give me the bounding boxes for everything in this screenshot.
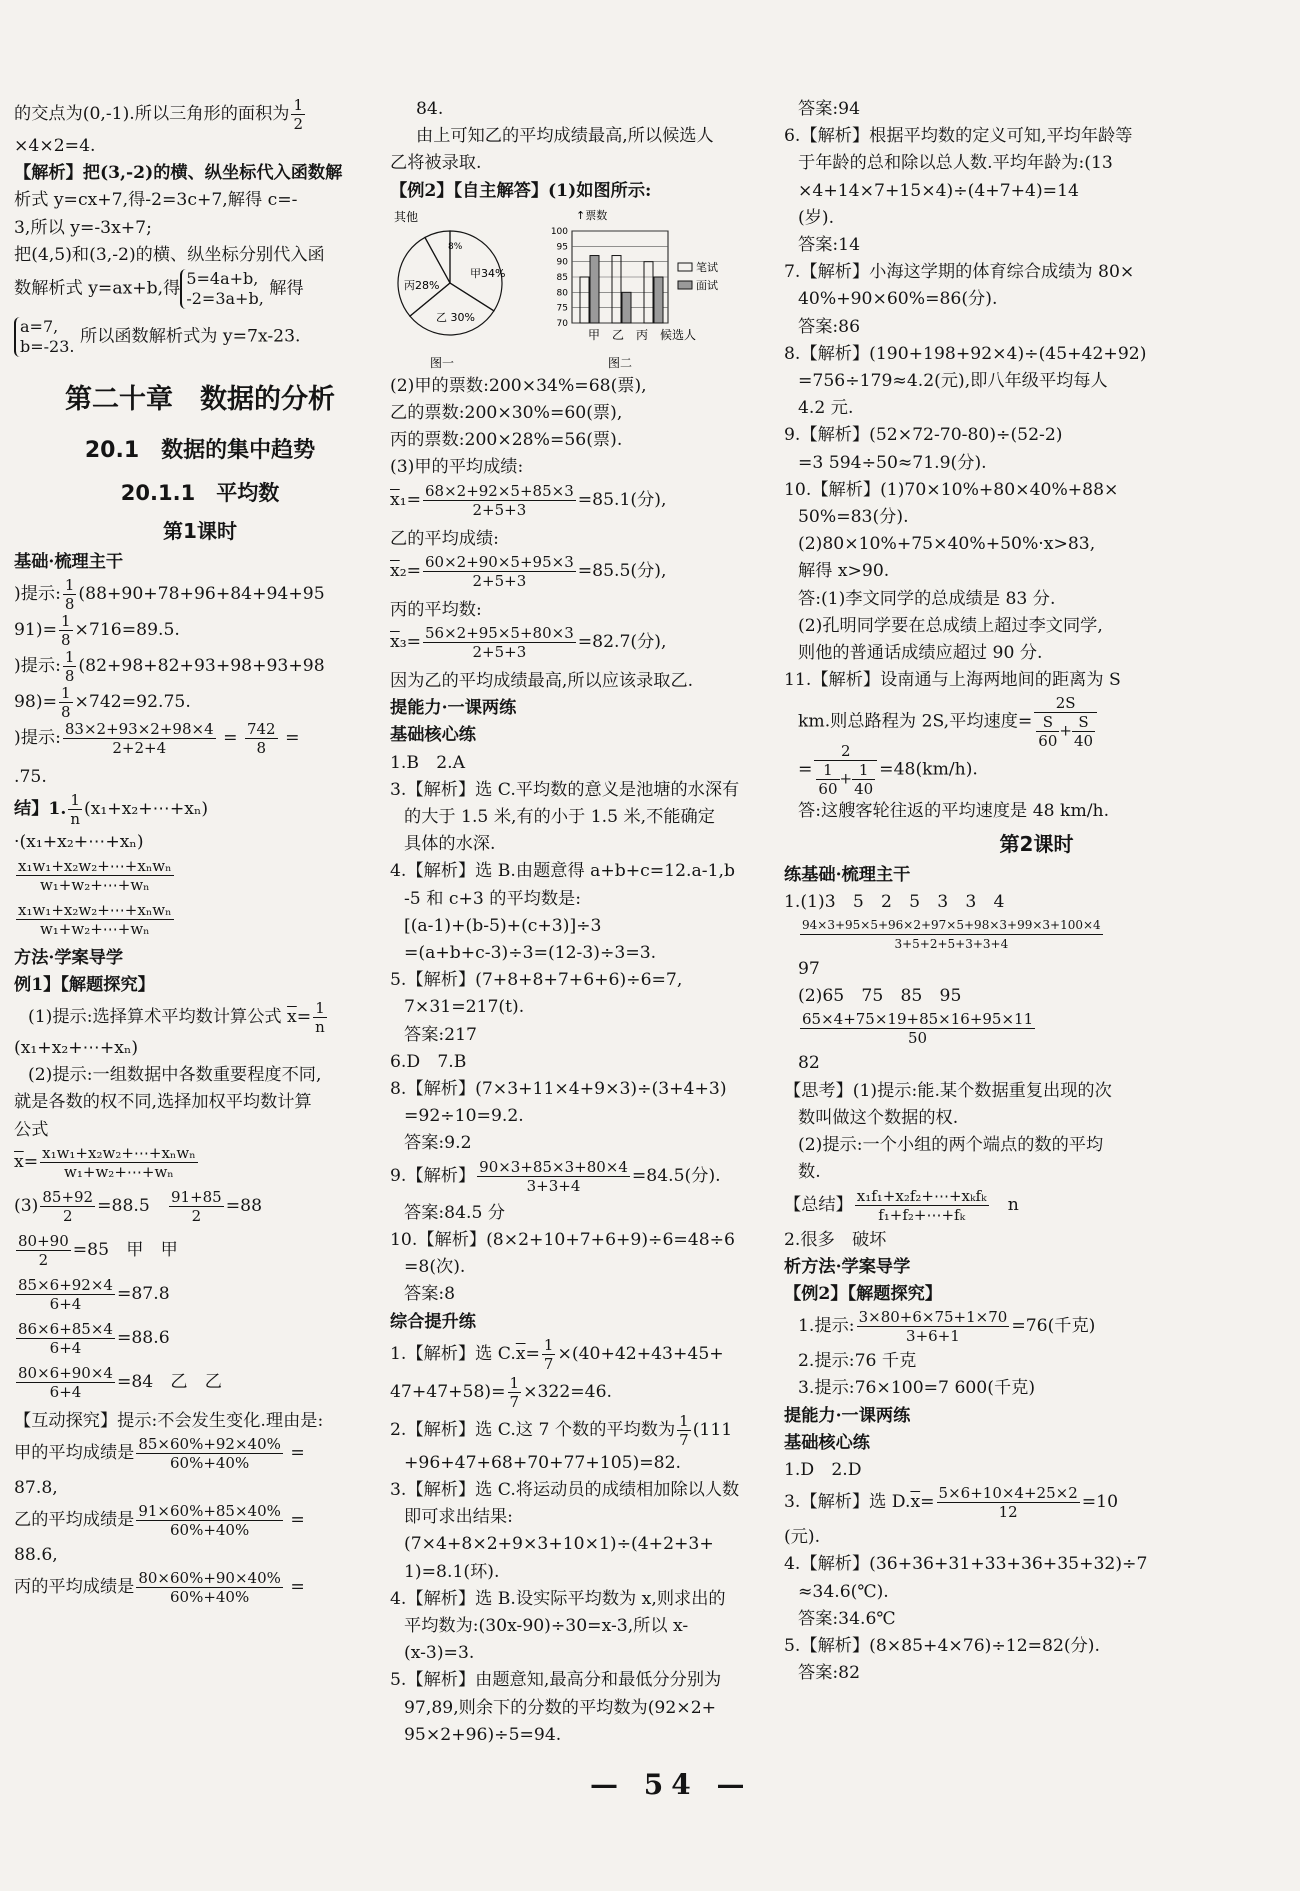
- text-line: 3.【解析】选 C.将运动员的成绩相加除以人数: [390, 1479, 740, 1500]
- page-number: — 54 —: [590, 1768, 753, 1801]
- text-line: 丙的平均成绩是 $\frac{80\times 60\%+90\times 40\%}{60\%+40\%}$ =: [14, 1569, 305, 1607]
- text-line: 7.【解析】小海这学期的体育综合成绩为 80×: [784, 262, 1135, 283]
- text-line: a=7, b=-23. 所以函数解析式为 y=7x-23.: [14, 317, 386, 365]
- text-line: 就是各数的权不同,选择加权平均数计算: [14, 1092, 312, 1113]
- block-heading: 练基础·梳理主干: [784, 864, 911, 885]
- text-line: 47+47+58)= $\frac{1}{7}$ ×322=46.: [390, 1373, 613, 1411]
- fraction: $\frac{1}{2}$: [293, 96, 304, 133]
- text-line: +96+47+68+70+77+105)=82.: [404, 1452, 682, 1473]
- text-line: 把(4,5)和(3,-2)的横、纵坐标分别代入函: [14, 244, 325, 265]
- block-heading: 基础核心练: [784, 1432, 870, 1453]
- bar: [612, 255, 621, 322]
- pie-label-other: 其他: [394, 209, 419, 224]
- text-line: )提示: $\frac{83\times 2+93\times 2+98\times 4}{2+2+4}$ = $\frac{742}{8}$ =: [14, 720, 300, 758]
- text-line: 结】1. $\frac{1}{n}$ (x₁+x₂+⋯+xₙ): [14, 791, 209, 829]
- text-line: =92÷10=9.2.: [404, 1106, 524, 1127]
- equation-system: a=7, b=-23.: [14, 317, 75, 357]
- bar-chart: [528, 205, 768, 373]
- text-line: 50%=83(分).: [798, 507, 909, 528]
- legend-swatch-interview: [678, 281, 692, 289]
- text-line: 97,89,则余下的分数的平均数为(92×2+: [404, 1697, 717, 1718]
- text-line: ≈34.6(℃).: [798, 1581, 889, 1602]
- text-line: 答:这艘客轮往返的平均速度是 48 km/h.: [798, 801, 1110, 822]
- text-line: $\frac{80\times 6+90\times 4}{6+4}$ =84 乙 乙: [18, 1363, 222, 1401]
- text-line: )提示: $\frac{1}{8}$ (88+90+78+96+84+94+95: [14, 576, 325, 614]
- text-line: 答:(1)李文同学的总成绩是 83 分.: [798, 588, 1056, 609]
- text-line: =756÷179≈4.2(元),即八年级平均每人: [798, 371, 1108, 392]
- figure-caption-2: 图二: [608, 355, 633, 370]
- text-line: $\overline{x}_3=$ $\frac{56\times 2+95\times 5+80\times 3}{2+5+3}$ =82.7(分),: [390, 624, 667, 662]
- text-line: 答案:84.5 分: [404, 1202, 506, 1223]
- text-line: 因为乙的平均成绩最高,所以应该录取乙.: [390, 671, 694, 692]
- block-heading: 例1】【解题探究】: [14, 974, 155, 995]
- text-line: 1.提示: $\frac{3\times 80+6\times 75+1\times 70}{3+6+1}$ =76(千克): [798, 1308, 1096, 1346]
- text-line: 88.6,: [14, 1545, 58, 1566]
- text-line: (2)孔明同学要在总成绩上超过李文同学,: [798, 615, 1103, 636]
- text-line: 9.【解析】 $\frac{90\times 3+85\times 3+80\times 4}{3+3+4}$ =84.5(分).: [390, 1157, 721, 1195]
- text-line: $\overline{x}_1=$ $\frac{68\times 2+92\times 5+85\times 3}{2+5+3}$ =85.1(分),: [390, 481, 667, 519]
- block-heading: 方法·学案导学: [14, 947, 124, 968]
- text-line: 4.【解析】选 B.设实际平均数为 x,则求出的: [390, 1588, 726, 1609]
- text-line: $\frac{94\times 3+95\times 5+96\times 2+97\times 5+98\times 3+99\times 3+100\times 4}{3+5+2+5+3+3+4}$: [802, 918, 1101, 952]
- text-line: 84.: [416, 99, 444, 119]
- text-line: 甲的平均成绩是 $\frac{85\times 60\%+92\times 40\%}{60\%+40\%}$ =: [14, 1435, 305, 1473]
- text-line: 1.B 2.A: [390, 752, 466, 773]
- lesson-title: 第2课时: [999, 831, 1074, 856]
- block-heading: 【例2】【解题探究】: [784, 1283, 943, 1304]
- text-line: 11.【解析】设南通与上海两地间的距离为 S: [784, 670, 1121, 691]
- x-axis-labels: 甲 乙 丙 候选人: [588, 327, 697, 342]
- text-line: (3)甲的平均成绩:: [390, 457, 524, 478]
- text-line: 于年龄的总和除以总人数.平均年龄为:(13: [798, 153, 1113, 174]
- text-line: 【互动探究】提示:不会发生变化.理由是:: [14, 1410, 324, 1431]
- legend-swatch-written: [678, 263, 692, 271]
- text-line: $\frac{85\times 6+92\times 4}{6+4}$ =87.8: [18, 1275, 170, 1313]
- text-line: 答案:9.2: [404, 1133, 472, 1154]
- text-line: -5 和 c+3 的平均数是:: [404, 888, 582, 909]
- text-line: 数.: [798, 1162, 821, 1183]
- column-left: [14, 96, 386, 1609]
- text-line: 91)= $\frac{1}{8}$ ×716=89.5.: [14, 612, 180, 650]
- column-middle: [390, 96, 770, 1749]
- text-line: (2)提示:一组数据中各数重要程度不同,: [28, 1065, 322, 1086]
- text-line: 丙的票数:200×28%=56(票).: [390, 430, 623, 451]
- text-line: 6.D 7.B: [390, 1051, 467, 1072]
- text-line: 数解析式 y=ax+b,得 5=4a+b, -2=3a+b, 解得: [14, 269, 304, 309]
- text-line: 10.【解析】(8×2+10+7+6+9)÷6=48÷6: [390, 1229, 735, 1250]
- text-line: 4.【解析】(36+36+31+33+36+35+32)÷7: [784, 1554, 1148, 1575]
- text-line: $\frac{\text{x₁w₁+x₂w₂+⋯+xₙwₙ}}{\text{w₁+w₂+⋯+wₙ}}$: [18, 900, 172, 938]
- text-line: =8(次).: [404, 1257, 466, 1278]
- text-line: 3.【解析】选 C.平均数的意义是池塘的水深有: [390, 779, 740, 800]
- pie-slice: [425, 231, 450, 283]
- text-line: [(a-1)+(b-5)+(c+3)]÷3: [404, 915, 602, 936]
- block-heading: 综合提升练: [390, 1311, 476, 1332]
- text-line: $\frac{86\times 6+85\times 4}{6+4}$ =88.6: [18, 1319, 170, 1357]
- text-line: 丙的平均数:: [390, 599, 482, 620]
- section-title: 20.1 数据的集中趋势: [84, 438, 316, 464]
- text-line: 具体的水深.: [404, 834, 496, 855]
- text-line: (1)提示:选择算术平均数计算公式 $\overline{x}=$ $\frac{1}{n}$: [28, 999, 325, 1037]
- block-heading: 提能力·一课两练: [784, 1405, 911, 1426]
- y-tick-label: 75: [556, 303, 568, 314]
- text-line: 由上可知乙的平均成绩最高,所以候选人: [416, 126, 714, 147]
- text-line: 98)= $\frac{1}{8}$ ×742=92.75.: [14, 684, 191, 722]
- bar: [580, 277, 589, 323]
- text-line: 95×2+96)÷5=94.: [404, 1724, 562, 1745]
- block-heading: 析方法·学案导学: [784, 1256, 911, 1277]
- legend-label-interview: 面试: [696, 278, 718, 292]
- chart-figures: [390, 205, 770, 373]
- text-line: 【思考】(1)提示:能.某个数据重复出现的次: [784, 1080, 1112, 1101]
- text-line: 1.(1)3 5 2 5 3 3 4: [784, 891, 1005, 912]
- text-line: 87.8,: [14, 1478, 58, 1499]
- text-line: 的交点为(0,-1).所以三角形的面积为 $\frac{1}{2}$: [14, 96, 304, 133]
- pie-chart: [390, 205, 520, 373]
- pie-label-bing: 丙28%: [404, 278, 440, 292]
- text-line: 6.【解析】根据平均数的定义可知,平均年龄等: [784, 126, 1133, 147]
- y-tick-label: 100: [550, 226, 568, 237]
- text-line: 3.【解析】选 $D.\overline{x}=$ $\frac{5\times 6+10\times 4+25\times 2}{12}$ =10: [784, 1484, 1119, 1522]
- text-line: ×4+14×7+15×4)÷(4+7+4)=14: [798, 180, 1079, 201]
- text-line: 5.【解析】由题意知,最高分和最低分分别为: [390, 1670, 722, 1691]
- text-line: 乙的票数:200×30%=60(票),: [390, 403, 623, 424]
- bar: [654, 277, 663, 323]
- text-line: 7×31=217(t).: [404, 997, 525, 1018]
- lesson-title: 第1课时: [163, 519, 237, 544]
- text-line: km.则总路程为 2S,平均速度= 2S $\frac{S}{60}$ + $\frac{S}{40}$: [784, 694, 1289, 742]
- pie-label-other-pct: 8%: [448, 241, 463, 252]
- text-line: (2)80×10%+75×40%+50%·x>83,: [798, 534, 1096, 555]
- text-line: $\frac{80+90}{2}$ =85 甲 甲: [18, 1231, 178, 1269]
- text-line: 1)=8.1(环).: [404, 1561, 500, 1582]
- text-line: 乙的平均成绩是 $\frac{91\times 60\%+85\times 40\%}{60\%+40\%}$ =: [14, 1502, 305, 1540]
- text-line: 5.【解析】(8×85+4×76)÷12=82(分).: [784, 1635, 1100, 1656]
- text-line: 8.【解析】(190+198+92×4)÷(45+42+92): [784, 343, 1147, 364]
- text-line: 数叫做这个数据的权.: [798, 1107, 959, 1128]
- text-line: $\frac{\text{x₁w₁+x₂w₂+⋯+xₙwₙ}}{\text{w₁+w₂+⋯+wₙ}}$: [18, 856, 172, 894]
- y-tick-label: 70: [556, 318, 568, 329]
- text-line: 8.【解析】(7×3+11×4+9×3)÷(3+4+3): [390, 1079, 727, 1100]
- text-line: (2)65 75 85 95: [798, 986, 962, 1007]
- text-line: 答案:34.6℃: [798, 1608, 896, 1629]
- pie-slice: [398, 237, 450, 316]
- text-line: ×4×2=4.: [14, 136, 96, 156]
- text-line: 97: [798, 959, 820, 980]
- text-line: (岁).: [798, 207, 835, 228]
- text-line: 40%+90×60%=86(分).: [798, 289, 998, 310]
- text-line: 即可求出结果:: [404, 1507, 513, 1528]
- pie-label-jia: 甲34%: [470, 266, 506, 280]
- legend-label-written: 笔试: [696, 260, 718, 274]
- text-line: 答案:94: [798, 99, 861, 119]
- text-line: 乙的平均成绩:: [390, 528, 499, 549]
- text-line: 9.【解析】(52×72-70-80)÷(52-2): [784, 425, 1063, 446]
- text-line: $\overline{x}_2=$ $\frac{60\times 2+90\times 5+95\times 3}{2+5+3}$ =85.5(分),: [390, 552, 667, 590]
- subsection-title: 20.1.1 平均数: [120, 481, 280, 506]
- text-line: 【解析】把(3,-2)的横、纵坐标代入函数解: [14, 163, 343, 184]
- text-line: 的大于 1.5 米,有的小于 1.5 米,不能确定: [404, 807, 715, 828]
- text-line: 答案:14: [798, 235, 861, 256]
- block-heading: 基础·梳理主干: [14, 552, 124, 573]
- text-line: 4.2 元.: [798, 398, 854, 419]
- text-line: 平均数为:(30x-90)÷30=x-3,所以 x-: [404, 1615, 689, 1636]
- text-line: =3 594÷50≈71.9(分).: [798, 452, 987, 473]
- text-line: (x₁+x₂+⋯+xₙ): [14, 1038, 139, 1059]
- text-line: 乙将被录取.: [390, 153, 482, 174]
- equation-system: 5=4a+b, -2=3a+b,: [180, 269, 263, 309]
- text-line: ·(x₁+x₂+⋯+xₙ): [14, 832, 144, 853]
- y-tick-label: 95: [556, 242, 568, 253]
- text-line: 则他的普通话成绩应超过 90 分.: [798, 643, 1043, 664]
- bar: [590, 255, 599, 322]
- text-line: 3.提示:76×100=7 600(千克): [798, 1378, 1036, 1399]
- text-line: (x-3)=3.: [404, 1643, 475, 1664]
- text-line: .75.: [14, 767, 47, 788]
- column-right: [784, 96, 1289, 1687]
- text-line: $\frac{65\times 4+75\times 19+85\times 16+95\times 11}{50}$: [802, 1010, 1034, 1048]
- text-line: 解得 x>90.: [798, 561, 890, 582]
- y-tick-label: 80: [556, 288, 568, 299]
- text-line: (2)甲的票数:200×34%=68(票),: [390, 375, 647, 396]
- text-line: (7×4+8×2+9×3+10×1)÷(4+2+3+: [404, 1534, 714, 1555]
- figure-caption-1: 图一: [430, 355, 455, 370]
- text-line: )提示: $\frac{1}{8}$ (82+98+82+93+98+93+98: [14, 648, 325, 686]
- y-tick-label: 90: [556, 257, 568, 268]
- y-axis-label: ↑票数: [576, 208, 608, 222]
- text-line: 2.很多 破坏: [784, 1229, 887, 1250]
- text-line: 5.【解析】(7+8+8+7+6+6)÷6=7,: [390, 970, 683, 991]
- text-line: 2.提示:76 千克: [798, 1351, 917, 1372]
- text-line: $\overline{x}=$ $\frac{\text{x₁w₁+x₂w₂+⋯+xₙwₙ}}{\text{w₁+w₂+⋯+wₙ}}$: [14, 1143, 196, 1181]
- text-line: (2)提示:一个小组的两个端点的数的平均: [798, 1135, 1104, 1156]
- text-line: = 2 $\frac{1}{60}$ + $\frac{1}{40}$ =48(km/h).: [798, 742, 978, 799]
- text-line: 【例2】【自主解答】(1)如图所示:: [390, 180, 652, 201]
- text-line: (3) $\frac{85+92}{2}$ =88.5 $\frac{91+85}{2}$ =88: [14, 1187, 263, 1225]
- text-line: 2.【解析】选 C.这 7 个数的平均数为 $\frac{1}{7}$ (111: [390, 1411, 733, 1449]
- text-line: 82: [798, 1053, 820, 1074]
- text-line: (元).: [784, 1527, 821, 1548]
- text-line: 答案:82: [798, 1663, 861, 1684]
- text-line: 1.D 2.D: [784, 1459, 862, 1480]
- text-line: 答案:8: [404, 1284, 456, 1305]
- y-tick-label: 85: [556, 272, 568, 283]
- text-line: 答案:217: [404, 1024, 477, 1045]
- text-line: 3,所以 y=-3x+7;: [14, 217, 152, 238]
- text-line: =(a+b+c-3)÷3=(12-3)÷3=3.: [404, 943, 657, 964]
- text-line: 【总结】 $\frac{\text{x₁f₁+x₂f₂+⋯+xₖfₖ}}{\text{f₁+f₂+⋯+fₖ}}$ n: [784, 1186, 1019, 1224]
- text-line: 1.【解析】选 $C.\overline{x}=$ $\frac{1}{7}$ ×(40+42+43+45+: [390, 1335, 724, 1373]
- pie-label-yi: 乙 30%: [436, 310, 475, 324]
- text-line: 公式: [14, 1119, 49, 1140]
- block-heading: 提能力·一课两练: [390, 698, 517, 719]
- bar: [622, 292, 631, 323]
- text-line: 答案:86: [798, 316, 861, 337]
- block-heading: 基础核心练: [390, 725, 476, 746]
- text-line: 析式 y=cx+7,得-2=3c+7,解得 c=-: [14, 190, 298, 211]
- chapter-title: 第二十章 数据的分析: [65, 384, 335, 416]
- text-line: 10.【解析】(1)70×10%+80×40%+88×: [784, 479, 1119, 500]
- text-line: 4.【解析】选 B.由题意得 a+b+c=12.a-1,b: [390, 861, 735, 882]
